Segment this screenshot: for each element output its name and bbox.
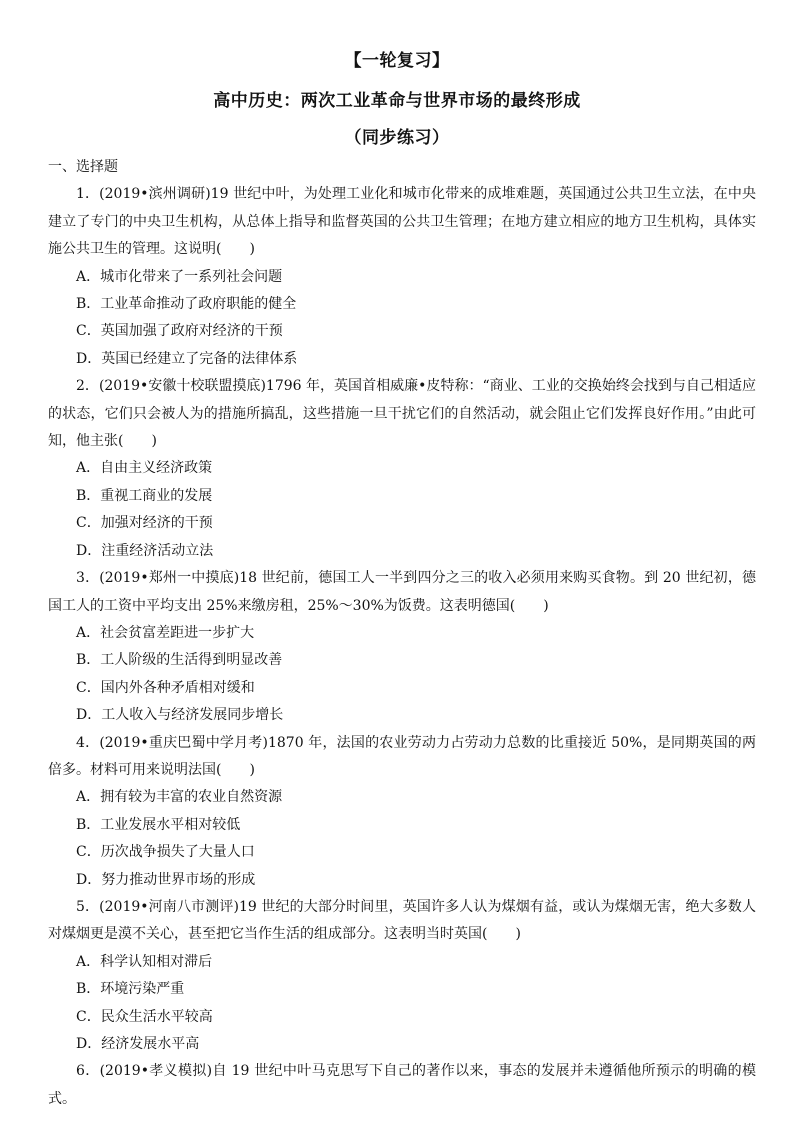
option-a: A．社会贫富差距进一步扩大 — [76, 624, 255, 641]
option-d: D．努力推动世界市场的形成 — [76, 871, 256, 888]
document-tag: 【一轮复习】 — [344, 51, 450, 71]
option-d: D．工人收入与经济发展同步增长 — [76, 707, 284, 724]
question-3 — [48, 565, 756, 729]
option-d: D．英国已经建立了完备的法律体系 — [76, 350, 298, 367]
option-a: A．城市化带来了一系列社会问题 — [76, 268, 283, 285]
question-stem: 4．(2019•重庆巴蜀中学月考)1870 年，法国的农业劳动力占劳动力总数的比重接近 50%，是同期英国的两倍多。材料可用来说明法国( ) — [48, 734, 756, 778]
option-b: B．工业革命推动了政府职能的健全 — [76, 296, 297, 313]
section-heading: 一、选择题 — [48, 159, 118, 175]
option-b: B．工业发展水平相对较低 — [76, 816, 241, 833]
option-list — [48, 784, 756, 894]
question-6 — [48, 1058, 756, 1113]
option-a: A．科学认知相对滞后 — [76, 953, 213, 970]
document-subtitle: （同步练习） — [344, 128, 450, 148]
option-d: D．注重经济活动立法 — [76, 542, 214, 559]
question-5 — [48, 894, 756, 1058]
option-list — [48, 264, 756, 374]
document-title: 高中历史：两次工业革命与世界市场的最终形成 — [213, 91, 581, 111]
question-stem: 5．(2019•河南八市测评)19 世纪的大部分时间里，英国许多人认为煤烟有益，或认为煤烟无害，绝大多数人对煤烟更是漠不关心，甚至把它当作生活的组成部分。这表明当时英国( ) — [48, 898, 756, 943]
question-stem: 3．(2019•郑州一中摸底)18 世纪前，德国工人一半到四分之三的收入必须用来购买食物。到 20 世纪初，德国工人的工资中平均支出 25%来缴房租，25%～30%为饭费。这表明德国( ) — [48, 570, 756, 614]
option-c: C．英国加强了政府对经济的干预 — [76, 323, 283, 340]
question-stem: 1．(2019•滨州调研)19 世纪中叶，为处理工业化和城市化带来的成堆难题，英国通过公共卫生立法，在中央建立了专门的中央卫生机构，从总体上指导和监督英国的公共卫生管理；在地方建立相应的地方卫生机构，具体实施公共卫生的管理。这说明( ) — [48, 186, 756, 258]
question-1 — [48, 181, 756, 373]
document-content — [48, 154, 756, 1113]
option-c: C．国内外各种矛盾相对缓和 — [76, 679, 255, 696]
option-d: D．经济发展水平高 — [76, 1036, 200, 1052]
question-4 — [48, 730, 756, 894]
option-a: A．自由主义经济政策 — [76, 460, 213, 477]
question-stem: 2．(2019•安徽十校联盟摸底)1796 年，英国首相威廉•皮特称：“商业、工业的交换始终会找到与自己相适应的状态，它们只会被人为的措施所搞乱，这些措施一旦干扰它们的自然活动，就会阻止它们发挥良好作用。”由此可知，他主张( ) — [48, 378, 756, 450]
option-c: C．民众生活水平较高 — [76, 1008, 213, 1025]
option-list — [48, 949, 756, 1059]
option-b: B．环境污染严重 — [76, 981, 185, 998]
question-stem: 6．(2019•孝义模拟)自 19 世纪中叶马克思写下自己的著作以来，事态的发展并未遵循他所预示的明确的模式。 — [48, 1063, 756, 1107]
option-b: B．重视工商业的发展 — [76, 487, 213, 504]
question-2 — [48, 373, 756, 565]
option-a: A．拥有较为丰富的农业自然资源 — [76, 789, 283, 806]
option-list — [48, 620, 756, 730]
option-c: C．加强对经济的干预 — [76, 515, 213, 532]
option-b: B．工人阶级的生活得到明显改善 — [76, 652, 283, 669]
option-c: C．历次战争损失了大量人口 — [76, 844, 255, 861]
option-list — [48, 455, 756, 565]
